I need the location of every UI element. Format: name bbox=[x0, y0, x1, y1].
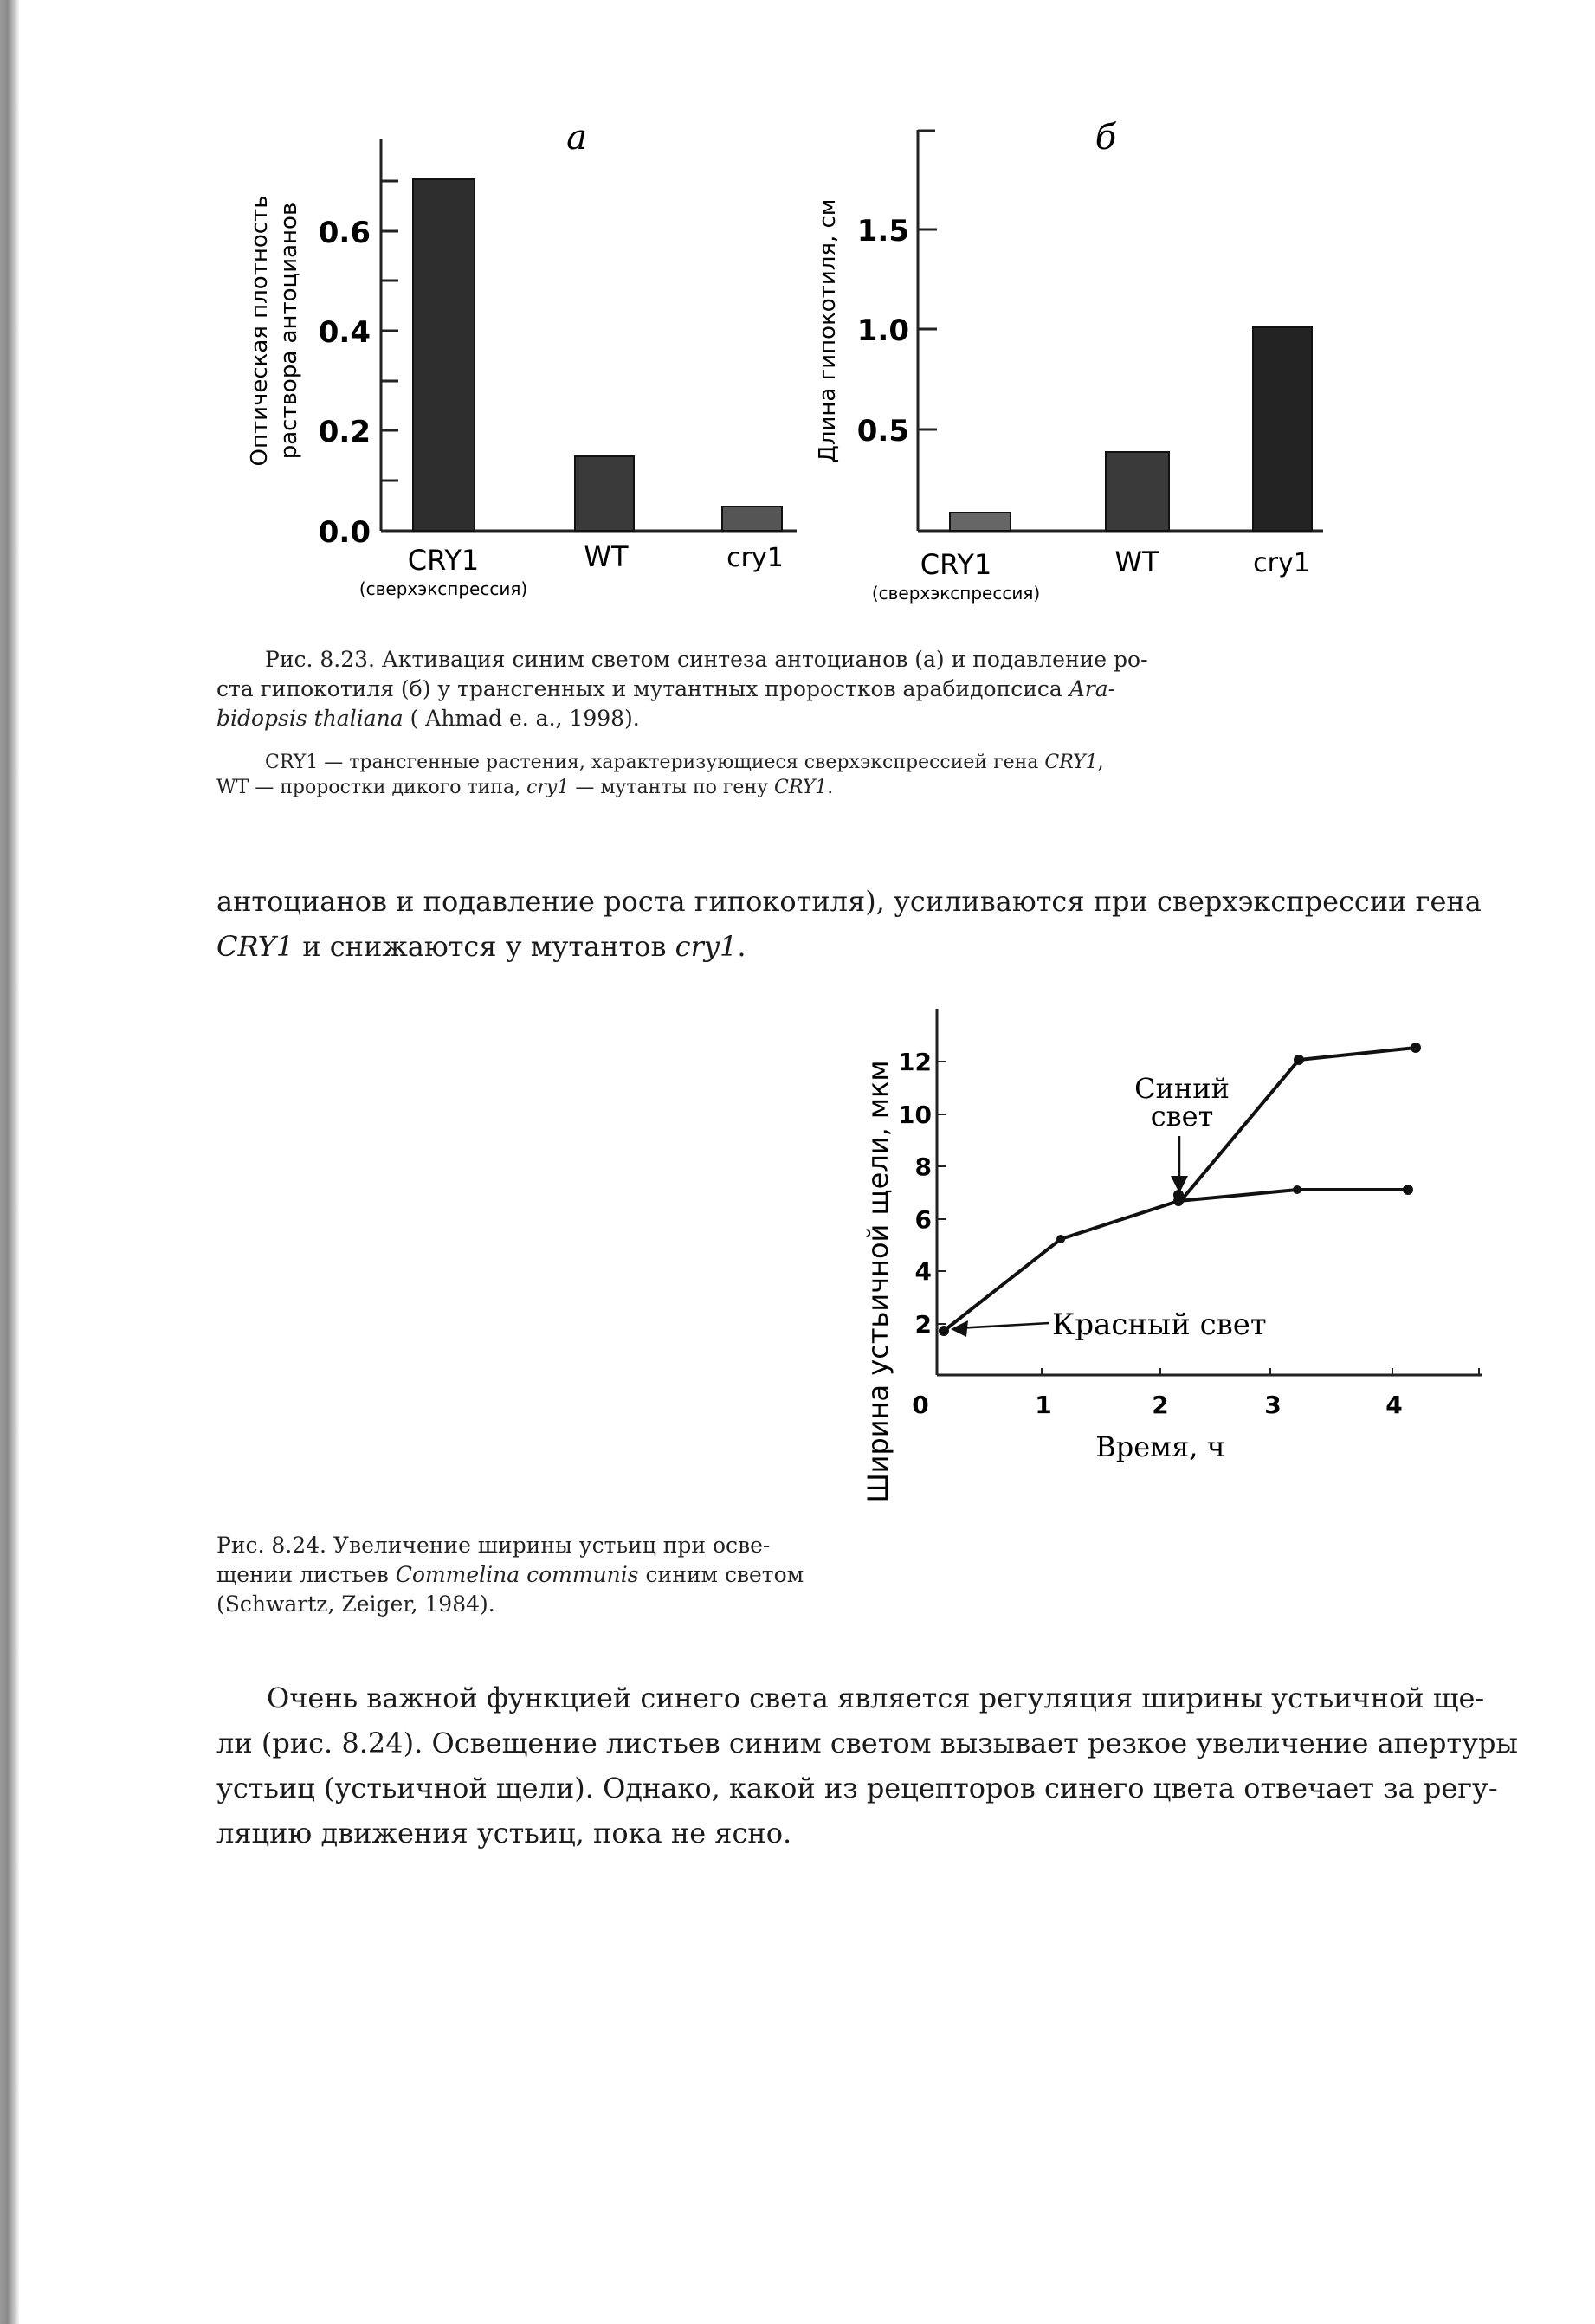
y-tick-label: 0.0 bbox=[318, 515, 371, 550]
book-binding-shadow bbox=[0, 0, 19, 2324]
y-ticks bbox=[381, 181, 398, 481]
y-tick-label: 1.0 bbox=[856, 313, 909, 348]
chart-anthocyanin-bar bbox=[225, 113, 797, 615]
y-tick-label: 12 bbox=[898, 1048, 932, 1076]
figure-8-23-legend-note: CRY1 — трансгенные растения, характеризующиеся сверхэкспрессией гена CRY1, WT — проростки дикого типа, cry1 — мутанты по гену CRY1. bbox=[216, 752, 1104, 798]
bar-cry1-overexpression bbox=[413, 179, 475, 531]
y-tick-label: 6 bbox=[914, 1205, 932, 1234]
y-ticks bbox=[918, 229, 937, 429]
y-axis-label-line1: Оптическая плотность bbox=[247, 195, 273, 467]
x-axis-label: Время, ч bbox=[1095, 1430, 1225, 1463]
x-tick-label: 1 bbox=[1035, 1391, 1052, 1419]
chart-stomatal-aperture-line bbox=[857, 1004, 1489, 1636]
y-tick-label: 4 bbox=[914, 1257, 932, 1286]
y-tick-label: 2 bbox=[914, 1310, 932, 1339]
category-label: cry1 bbox=[726, 543, 784, 573]
bar-cry1-overexpression bbox=[950, 513, 1011, 531]
category-label: CRY1 bbox=[407, 544, 480, 577]
panel-label-a: а bbox=[566, 118, 587, 158]
arrow-left-icon bbox=[957, 1323, 1049, 1328]
x-tick-label: 3 bbox=[1264, 1391, 1282, 1419]
category-label: cry1 bbox=[1253, 548, 1310, 578]
x-tick-label: 4 bbox=[1385, 1391, 1403, 1419]
series-blue-light bbox=[1178, 1048, 1416, 1204]
category-label: WT bbox=[584, 540, 629, 573]
category-sublabel: (сверхэкспрессия) bbox=[358, 578, 528, 599]
y-axis-label: Длина гипокотиля, см bbox=[815, 198, 841, 463]
y-tick-label: 1.5 bbox=[856, 214, 909, 249]
y-axis-label-line2: раствора антоцианов bbox=[276, 202, 302, 460]
body-paragraph-2: Очень важной функцией синего света является регуляция ширины устьичной ще- ли (рис. 8.24). Освещение листьев синим светом вызывает резкое увеличение апертуры устьиц (устьичной щели). Однако, какой из рецепторов синего цвета отвечает за регу- ляцию движения устьиц, пока не ясно. bbox=[216, 1682, 1518, 1850]
category-label: CRY1 bbox=[920, 548, 992, 581]
annotation-blue-light-line1: Синий bbox=[1134, 1072, 1230, 1105]
bar-cry1-mutant bbox=[1253, 327, 1312, 531]
y-tick-label: 10 bbox=[898, 1101, 932, 1129]
bar-cry1-mutant bbox=[722, 507, 782, 531]
figure-8-24-caption: Рис. 8.24. Увеличение ширины устьиц при осве- щении листьев Commelina communis синим светом (Schwartz, Zeiger, 1984). bbox=[216, 1533, 804, 1617]
category-sublabel: (сверхэкспрессия) bbox=[871, 583, 1041, 604]
chart-hypocotyl-bar bbox=[797, 113, 1333, 615]
y-tick-label: 0.5 bbox=[856, 414, 909, 449]
body-paragraph-1: антоцианов и подавление роста гипокотиля), усиливаются при сверхэкспрессии гена CRY1 и снижаются у мутантов cry1. bbox=[216, 885, 1482, 963]
x-tick-label: 2 bbox=[1152, 1391, 1169, 1419]
category-label: WT bbox=[1114, 545, 1159, 578]
panel-label-b: б bbox=[1095, 118, 1117, 158]
y-tick-label: 8 bbox=[914, 1152, 932, 1181]
annotation-red-light: Красный свет bbox=[1052, 1307, 1267, 1342]
y-axis-label: Ширина устьичной щели, мкм bbox=[862, 1060, 894, 1503]
figure-8-23-caption: Рис. 8.23. Активация синим светом синтеза антоцианов (а) и подавление ро- ста гипокотиля (б) у трансгенных и мутантных проростков арабидопсиса Ara- bidopsis thaliana ( Ahmad e. a., 1998). bbox=[216, 647, 1148, 731]
x-tick-label: 0 bbox=[912, 1391, 929, 1419]
arrow-down-head-icon bbox=[1171, 1176, 1188, 1193]
y-tick-label: 0.6 bbox=[318, 216, 371, 250]
annotation-blue-light-line2: свет bbox=[1150, 1100, 1214, 1133]
y-tick-label: 0.4 bbox=[318, 315, 371, 350]
bar-wt bbox=[1106, 452, 1169, 531]
y-tick-label: 0.2 bbox=[318, 415, 371, 449]
bar-wt bbox=[575, 456, 634, 531]
